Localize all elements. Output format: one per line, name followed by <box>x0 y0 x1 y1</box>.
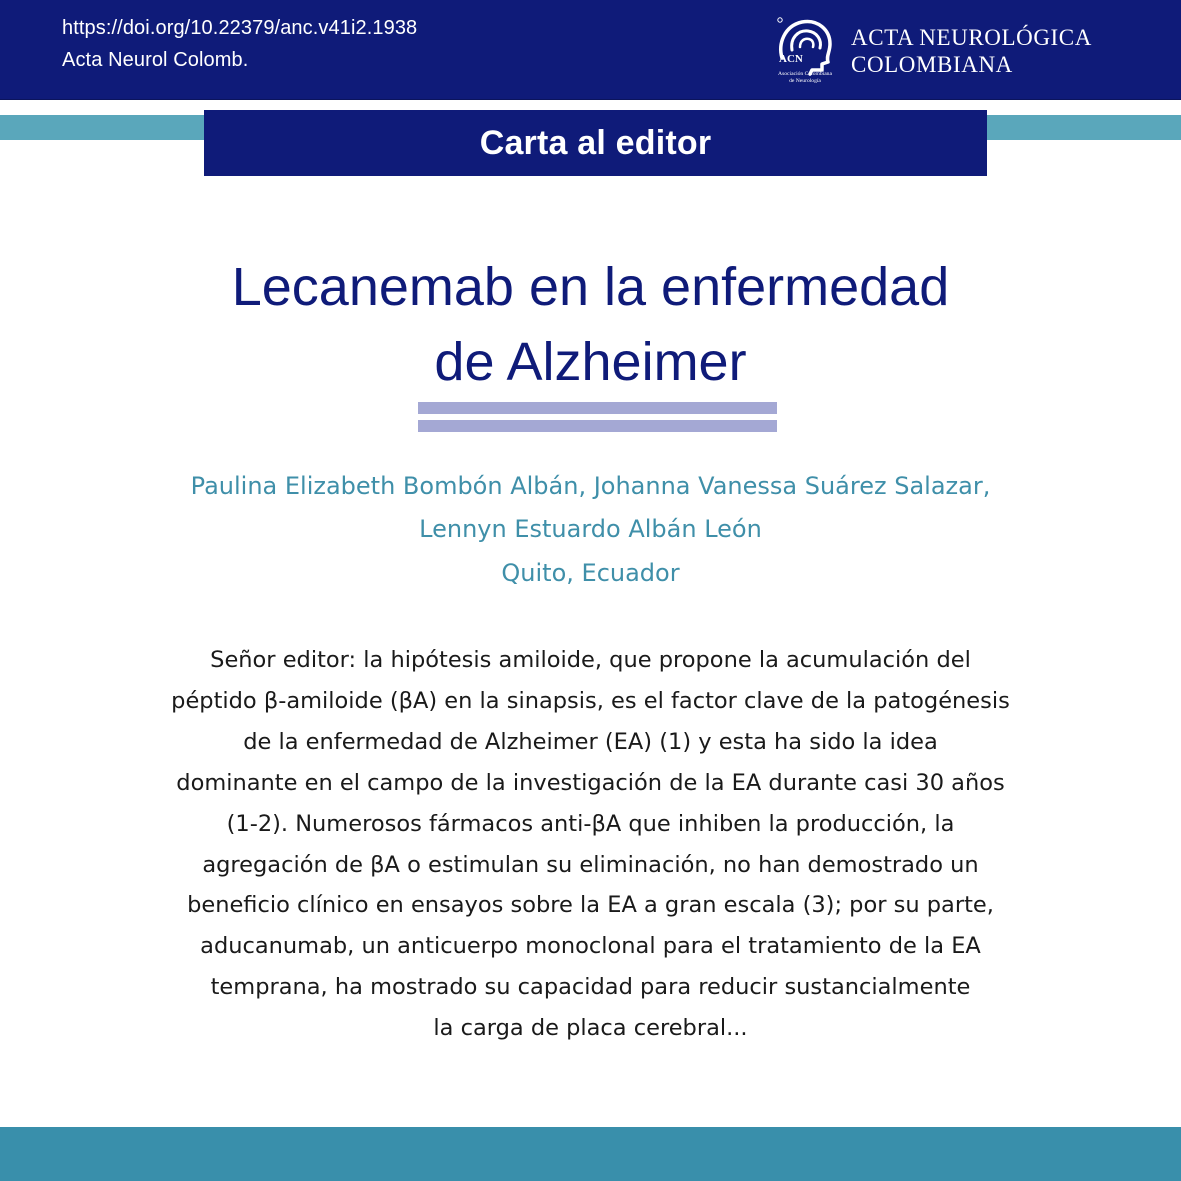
excerpt-line: aducanumab, un anticuerpo monoclonal para el tratamiento de la EA <box>200 933 981 960</box>
excerpt-line: beneficio clínico en ensayos sobre la EA a gran escala (3); por su parte, <box>187 892 994 919</box>
acn-head-profile-icon <box>772 14 838 86</box>
excerpt-line: temprana, ha mostrado su capacidad para reducir sustancialmente <box>210 974 971 1001</box>
journal-name-line-1: ACTA NEUROLÓGICA <box>851 25 1092 50</box>
excerpt-line: la carga de placa cerebral... <box>433 1015 748 1042</box>
title-underline-rule <box>418 420 777 432</box>
journal-name-line-2: COLOMBIANA <box>851 52 1013 77</box>
journal-header <box>0 0 1181 100</box>
excerpt-line: Señor editor: la hipótesis amiloide, que propone la acumulación del <box>210 647 971 673</box>
authors-line: Paulina Elizabeth Bombón Albán, Johanna Vanessa Suárez Salazar, <box>190 472 991 500</box>
journal-abbreviation: Acta Neurol Colomb. <box>62 49 249 71</box>
authors-line: Lennyn Estuardo Albán León <box>419 515 762 543</box>
excerpt-line: dominante en el campo de la investigación de la EA durante casi 30 años <box>176 769 1005 796</box>
logo-caption-1: Asociación Colombiana <box>778 71 832 77</box>
doi-link[interactable]: https://doi.org/10.22379/anc.v41i2.1938 <box>62 17 418 39</box>
article-title-line: de Alzheimer <box>434 332 747 392</box>
article-excerpt <box>60 640 1121 1049</box>
excerpt-line: de la enfermedad de Alzheimer (EA) (1) y esta ha sido la idea <box>243 728 938 755</box>
excerpt-line: (1-2). Numerosos fármacos anti-βA que inhiben la producción, la <box>226 810 955 837</box>
author-location: Quito, Ecuador <box>501 559 680 587</box>
logo-mark: ACN <box>779 53 803 65</box>
excerpt-line: agregación de βA o estimulan su eliminación, no han demostrado un <box>202 851 979 878</box>
article-title <box>90 250 1091 400</box>
section-label: Carta al editor <box>479 123 712 162</box>
footer-band <box>0 1127 1181 1181</box>
title-underline-rule <box>418 402 777 414</box>
section-banner <box>204 110 987 176</box>
logo-caption-2: de Neurología <box>789 78 821 84</box>
excerpt-line: péptido β-amiloide (βA) en la sinapsis, es el factor clave de la patogénesis <box>171 687 1010 714</box>
article-title-line: Lecanemab en la enfermedad <box>231 257 950 317</box>
